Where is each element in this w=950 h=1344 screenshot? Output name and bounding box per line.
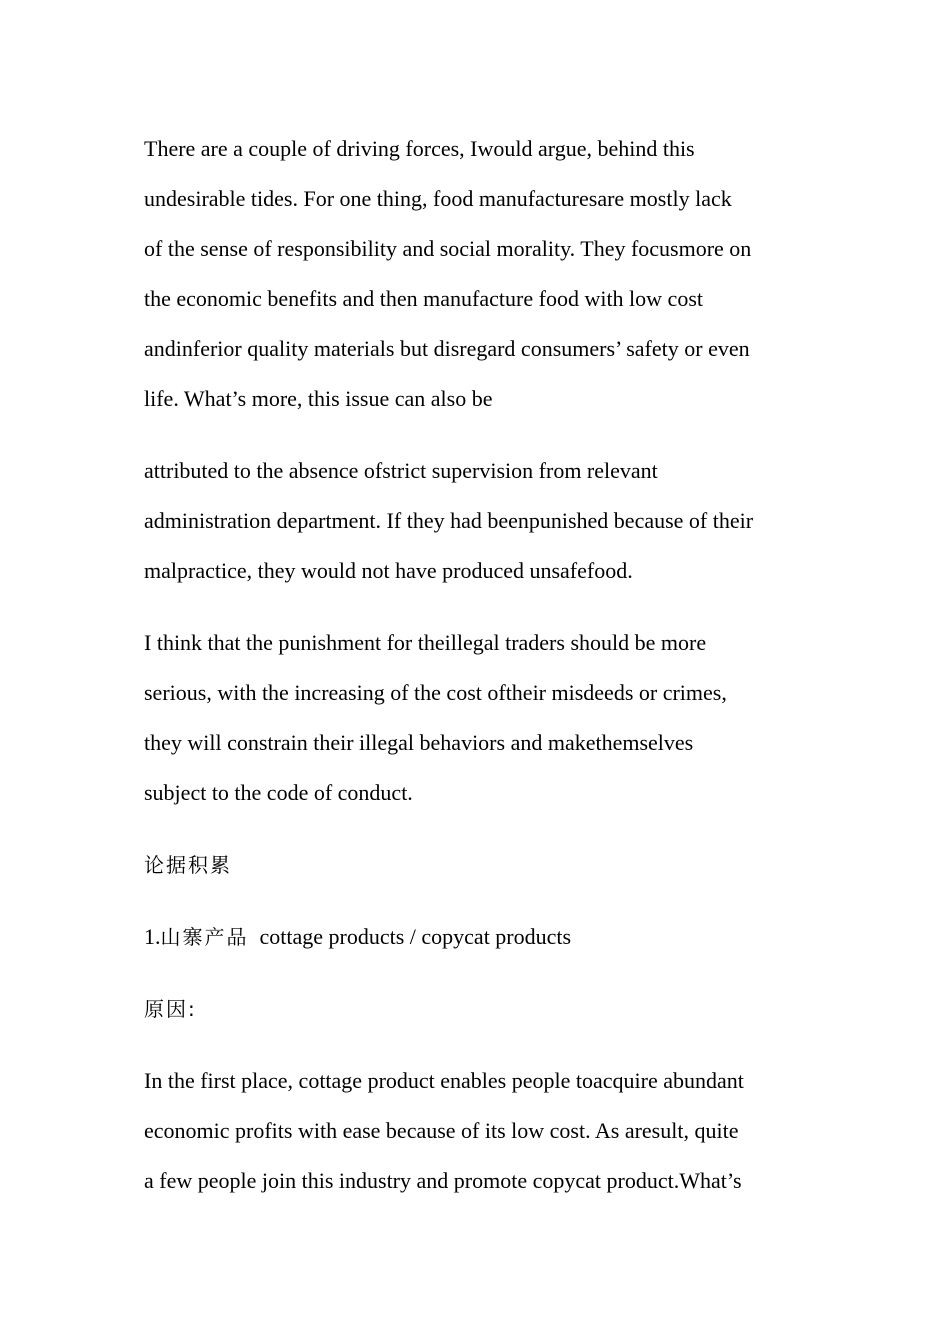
- text-line: I think that the punishment for theillegal traders should be more: [144, 630, 707, 655]
- text-line: attributed to the absence ofstrict supervision from relevant: [144, 458, 658, 483]
- text-line: administration department. If they had beenpunished because of their: [144, 508, 754, 533]
- reason-label: [144, 984, 814, 1034]
- paragraph-first-place: [144, 1056, 814, 1206]
- paragraph-driving-forces: [144, 124, 814, 424]
- text-line: andinferior quality materials but disregard consumers’ safety or even: [144, 336, 750, 361]
- reason-label-text: 原因:: [144, 997, 197, 1021]
- text-line: There are a couple of driving forces, Iwould argue, behind this: [144, 136, 695, 161]
- item-number: 1.: [144, 924, 161, 949]
- item-chinese-term: 山寨产品: [160, 925, 249, 949]
- list-item-line: [144, 912, 814, 962]
- heading-text: 论据积累: [144, 853, 232, 877]
- text-line: In the first place, cottage product enables people toacquire abundant: [144, 1068, 744, 1093]
- text-line: malpractice, they would not have produced unsafefood.: [144, 558, 633, 583]
- document-body: [144, 124, 814, 1228]
- list-item-cottage-products: [144, 912, 814, 962]
- text-line: life. What’s more, this issue can also be: [144, 386, 493, 411]
- text-line: undesirable tides. For one thing, food manufacturesare mostly lack: [144, 186, 732, 211]
- text-line: a few people join this industry and promote copycat product.What’s: [144, 1168, 742, 1193]
- text-line: they will constrain their illegal behaviors and makethemselves: [144, 730, 694, 755]
- item-spacer: [249, 924, 260, 949]
- text-line: serious, with the increasing of the cost oftheir misdeeds or crimes,: [144, 680, 727, 705]
- text-line: subject to the code of conduct.: [144, 780, 413, 805]
- text-line: the economic benefits and then manufacture food with low cost: [144, 286, 703, 311]
- paragraph-supervision: [144, 446, 814, 596]
- heading-evidence: [144, 840, 814, 890]
- text-line: economic profits with ease because of its low cost. As aresult, quite: [144, 1118, 739, 1143]
- item-english-term: cottage products / copycat products: [259, 924, 572, 949]
- paragraph-punishment: [144, 618, 814, 818]
- text-line: of the sense of responsibility and social morality. They focusmore on: [144, 236, 752, 261]
